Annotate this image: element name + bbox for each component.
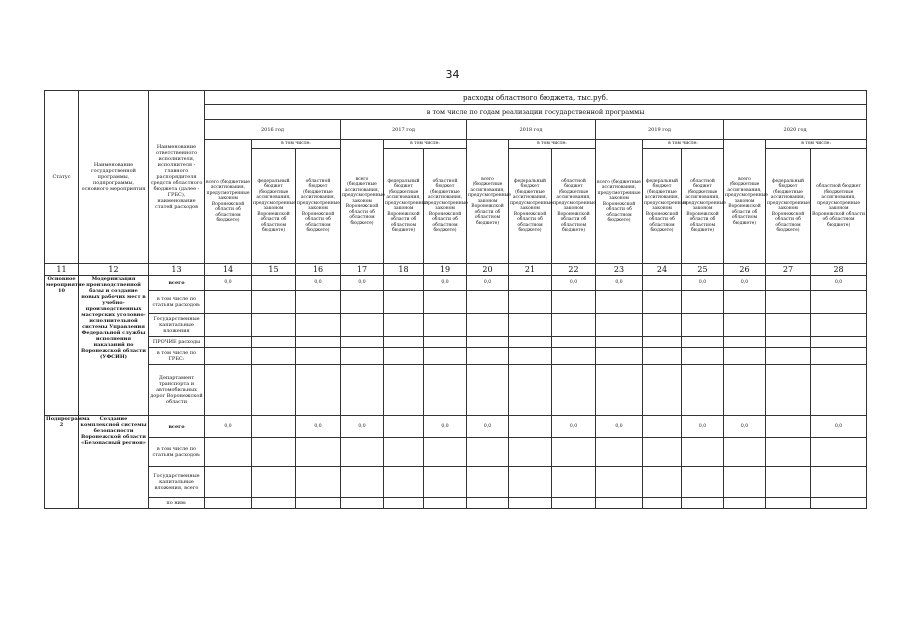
column-number: 16	[296, 264, 341, 276]
header-federal-2019: федеральный бюджет (бюджетные ассигнования, предусмотренные законом Воронежской области об областном бюджете)	[643, 149, 682, 264]
row-label: Государственные капитальные вложения	[149, 314, 205, 337]
header-years-title: в том числе по годам реализации государственной программы	[205, 105, 867, 120]
header-in-that-2018: в том числе:	[509, 140, 596, 149]
table-cell: 0,0	[424, 416, 467, 438]
section-main-event-10	[45, 276, 867, 416]
header-federal-2016: федеральный бюджет (бюджетные ассигнования, предусмотренные законом Воронежской области об областном бюджете)	[252, 149, 296, 264]
header-status: Статус	[45, 91, 79, 264]
column-number: 18	[384, 264, 424, 276]
column-number: 22	[552, 264, 596, 276]
table-cell: 0,0	[341, 416, 384, 438]
table-cell: 0,0	[341, 276, 384, 291]
column-number: 21	[509, 264, 552, 276]
column-number-row	[45, 264, 867, 276]
header-total-2016: всего (бюджетные ассигнования, предусмотренные законом Воронежской области об областном бюджете)	[205, 140, 252, 264]
table-header	[45, 91, 867, 264]
header-year-2019: 2019 год	[596, 120, 724, 140]
table-cell	[509, 416, 552, 438]
row-label: Департамент транспорта и автомобильных дорог Воронежской области	[149, 365, 205, 416]
table-cell	[766, 276, 811, 291]
table-cell: 0,0	[682, 416, 724, 438]
table-cell: 0,0	[467, 276, 509, 291]
table-cell: 0,0	[596, 416, 643, 438]
table-cell: 0,0	[552, 276, 596, 291]
header-federal-2020: федеральный бюджет (бюджетные ассигнования, предусмотренные законом Воронежской области об областном бюджете)	[766, 149, 811, 264]
section-status: Основное мероприятие 10	[45, 276, 79, 416]
header-year-2018: 2018 год	[467, 120, 596, 140]
row-label: в том числе по ГРБС:	[149, 348, 205, 365]
header-responsible: Наименование ответственного исполнителя, исполнителя - главного распорядителя средств областного бюджета (далее - ГРБС), наименование статей расходов	[149, 91, 205, 264]
table-cell	[252, 276, 296, 291]
column-number: 24	[643, 264, 682, 276]
header-in-that-2016: в том числе:	[252, 140, 341, 149]
budget-table	[44, 90, 867, 509]
section-name: Модернизация производственной базы и создание новых рабочих мест в учебно-производственных мастерских уголовно-исполнительной системы Управления Федеральной службы исполнения наказаний по Воронежской области (УФСИН)	[79, 276, 149, 416]
header-federal-2018: федеральный бюджет (бюджетные ассигнования, предусмотренные законом Воронежской области об областном бюджете)	[509, 149, 552, 264]
table-cell	[643, 276, 682, 291]
row-label: всего	[149, 416, 205, 438]
row-label: в том числе по статьям расходов:	[149, 291, 205, 314]
header-year-2020: 2020 год	[724, 120, 867, 140]
header-regional-2016: областной бюджет (бюджетные ассигнования, предусмотренные законом Воронежской области об областном бюджете)	[296, 149, 341, 264]
column-number: 14	[205, 264, 252, 276]
header-year-2017: 2017 год	[341, 120, 467, 140]
header-in-that-2019: в том числе:	[643, 140, 724, 149]
header-total-2019: всего (бюджетные ассигнования, предусмотренные законом Воронежской области об областном бюджете)	[596, 140, 643, 264]
header-year-2016: 2016 год	[205, 120, 341, 140]
column-number: 13	[149, 264, 205, 276]
header-federal-2017: федеральный бюджет (бюджетные ассигнования, предусмотренные законом Воронежской области об областном бюджете)	[384, 149, 424, 264]
table-cell	[252, 416, 296, 438]
header-regional-2017: областной бюджет (бюджетные ассигнования, предусмотренные законом Воронежской области об областном бюджете)	[424, 149, 467, 264]
table-cell	[509, 276, 552, 291]
table-cell: 0,0	[596, 276, 643, 291]
column-number: 27	[766, 264, 811, 276]
header-name: Наименование государственной программы, подпрограммы, основного мероприятия	[79, 91, 149, 264]
column-number: 12	[79, 264, 149, 276]
column-number: 17	[341, 264, 384, 276]
header-regional-2020: областной бюджет (бюджетные ассигнования, предусмотренные законом Воронежской области об областном бюджете)	[811, 149, 867, 264]
table-cell: 0,0	[552, 416, 596, 438]
column-number: 15	[252, 264, 296, 276]
column-number: 26	[724, 264, 766, 276]
table-cell	[766, 416, 811, 438]
row-label: ПРОЧИЕ расходы	[149, 337, 205, 348]
page-number: 34	[445, 68, 460, 81]
table-cell: 0,0	[296, 276, 341, 291]
table-cell: 0,0	[682, 276, 724, 291]
header-in-that-2017: в том числе:	[384, 140, 467, 149]
row-label: по ним:	[149, 498, 205, 509]
table-cell	[384, 416, 424, 438]
table-cell: 0,0	[424, 276, 467, 291]
table-cell: 0,0	[811, 276, 867, 291]
header-in-that-2020: в том числе:	[766, 140, 867, 149]
column-number: 23	[596, 264, 643, 276]
header-main-title: расходы областного бюджета, тыс.руб.	[205, 91, 867, 105]
header-regional-2019: областной бюджет (бюджетные ассигнования, предусмотренные законом Воронежской области об областном бюджете)	[682, 149, 724, 264]
header-total-2017: всего (бюджетные ассигнования, предусмотренные законом Воронежской области об областном бюджете)	[341, 140, 384, 264]
column-number: 25	[682, 264, 724, 276]
table-cell: 0,0	[811, 416, 867, 438]
row-label: в том числе по статьям расходов:	[149, 438, 205, 467]
table-cell: 0,0	[724, 416, 766, 438]
column-number: 19	[424, 264, 467, 276]
row-label: всего	[149, 276, 205, 291]
section-subprogram-2	[45, 416, 867, 509]
section-name: Создание комплексной системы безопасности Воронежской области «Безопасный регион»	[79, 416, 149, 509]
header-total-2018: всего (бюджетные ассигнования, предусмотренные законом Воронежской области об областном бюджете)	[467, 140, 509, 264]
table-cell	[643, 416, 682, 438]
row-label: Государственные капитальные вложения, всего	[149, 467, 205, 498]
section-status: Подпрограмма 2	[45, 416, 79, 509]
column-number: 11	[45, 264, 79, 276]
column-number: 28	[811, 264, 867, 276]
table-cell	[384, 276, 424, 291]
table-cell: 0,0	[467, 416, 509, 438]
table-cell: 0,0	[205, 276, 252, 291]
table-cell: 0,0	[296, 416, 341, 438]
header-regional-2018: областной бюджет (бюджетные ассигнования, предусмотренные законом Воронежской области об областном бюджете)	[552, 149, 596, 264]
table-cell: 0,0	[205, 416, 252, 438]
header-total-2020: всего (бюджетные ассигнования, предусмотренные законом Воронежской области об областном бюджете)	[724, 140, 766, 264]
table-cell: 0,0	[724, 276, 766, 291]
column-number: 20	[467, 264, 509, 276]
